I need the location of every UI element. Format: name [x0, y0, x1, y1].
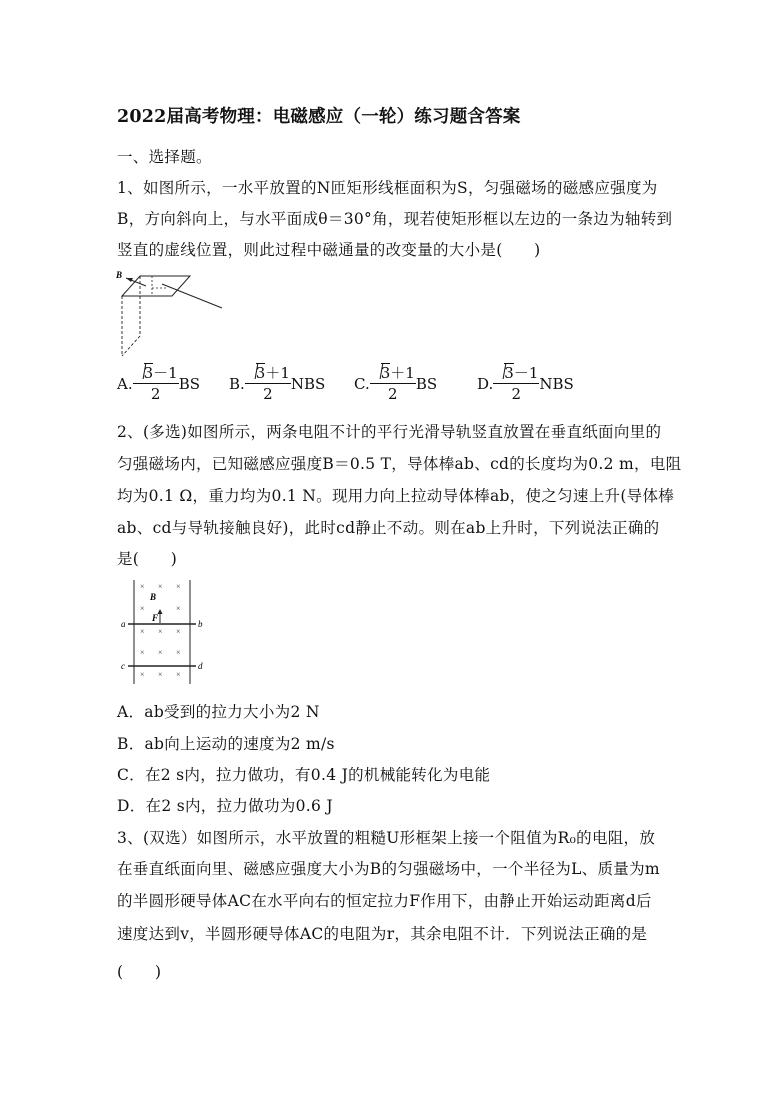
q2-label-b: b [198, 619, 203, 629]
field-cross: × [140, 604, 145, 613]
q1-option-a[interactable] [117, 366, 200, 402]
q1-option-c-letter: C. [354, 375, 370, 393]
field-cross: × [176, 604, 181, 613]
q3-line-3: 的半圆形硬导体AC在水平向右的恒定拉力F作用下，由静止开始运动距离d后 [117, 892, 652, 910]
q1-option-a-fraction: $\frac{3-1}{2}$ [133, 366, 179, 402]
q3-line-5: ( ) [117, 963, 162, 981]
q2-field-label: B [150, 592, 157, 602]
field-cross: × [176, 648, 181, 657]
q2-option-c[interactable]: C．在2 s内，拉力做功，有0.4 J的机械能转化为电能 [117, 766, 491, 784]
q1-option-b-suffix: NBS [290, 375, 326, 393]
q2-line-4: ab、cd与导轨接触良好)，此时cd静止不动。则在ab上升时，下列说法正确的 [117, 519, 660, 537]
q2-force-label: F [152, 613, 159, 623]
q2-line-3: 均为0.1 Ω，重力均为0.1 N。现用力向上拉动导体棒ab，使之匀速上升(导体棒 [117, 487, 675, 505]
q1-line-2: B，方向斜向上，与水平面成θ＝30°角，现若使矩形框以左边的一条边为轴转到 [117, 210, 673, 228]
q3-line-4: 速度达到v，半圆形硬导体AC的电阻为r，其余电阻不计．下列说法正确的是 [117, 925, 648, 943]
q2-rails-figure [114, 576, 214, 688]
q1-option-a-letter: A. [117, 375, 133, 393]
field-cross: × [140, 582, 145, 591]
page-title: 2022届高考物理：电磁感应（一轮）练习题含答案 [117, 107, 521, 127]
q1-option-d[interactable] [477, 366, 574, 402]
q1-option-b-fraction: $\frac{3+1}{2}$ [245, 366, 291, 402]
field-cross: × [176, 582, 181, 591]
q3-line-1: 3、(双选）如图所示，水平放置的粗糙U形框架上接一个阻值为R₀的电阻，放 [117, 829, 656, 847]
q1-option-d-letter: D. [477, 375, 494, 393]
section-heading: 一、选择题。 [117, 148, 212, 166]
field-cross: × [158, 648, 163, 657]
q1-rotating-frame-figure [112, 266, 232, 358]
field-cross: × [140, 627, 145, 636]
q2-option-d[interactable]: D．在2 s内，拉力做功为0.6 J [117, 797, 333, 815]
field-cross: × [140, 648, 145, 657]
q2-label-d: d [198, 661, 203, 671]
q1-option-b-letter: B. [229, 375, 245, 393]
q1-option-d-fraction: $\frac{3-1}{2}$ [493, 366, 539, 402]
q2-label-c: c [121, 661, 125, 671]
field-cross: × [158, 670, 163, 679]
q1-option-b[interactable] [229, 366, 325, 402]
field-cross: × [140, 670, 145, 679]
field-cross: × [176, 627, 181, 636]
q1-option-a-suffix: BS [178, 375, 201, 393]
field-cross: × [176, 670, 181, 679]
q1-figure-label-b: B [116, 270, 123, 280]
field-cross: × [158, 627, 163, 636]
q3-line-2: 在垂直纸面向里、磁感应强度大小为B的匀强磁场中，一个半径为L、质量为m [117, 860, 660, 878]
q1-option-d-suffix: NBS [539, 375, 574, 393]
q1-line-3: 竖直的虚线位置，则此过程中磁通量的改变量的大小是( ) [117, 241, 541, 259]
q2-option-a[interactable]: A．ab受到的拉力大小为2 N [117, 703, 320, 721]
q2-line-5: 是( ) [117, 550, 178, 568]
q1-option-c-fraction: $\frac{3+1}{2}$ [370, 366, 416, 402]
q1-line-1: 1、如图所示，一水平放置的N匝矩形线框面积为S，匀强磁场的磁感应强度为 [117, 179, 658, 197]
q1-option-c[interactable] [354, 366, 437, 402]
q2-line-1: 2、(多选)如图所示，两条电阻不计的平行光滑导轨竖直放置在垂直纸面向里的 [117, 423, 662, 441]
field-cross: × [158, 582, 163, 591]
q2-label-a: a [121, 619, 126, 629]
q2-line-2: 匀强磁场内，已知磁感应强度B＝0.5 T，导体棒ab、cd的长度均为0.2 m，电阻 [117, 455, 682, 473]
q2-option-b[interactable]: B．ab向上运动的速度为2 m/s [117, 735, 335, 753]
q1-option-c-suffix: BS [415, 375, 438, 393]
